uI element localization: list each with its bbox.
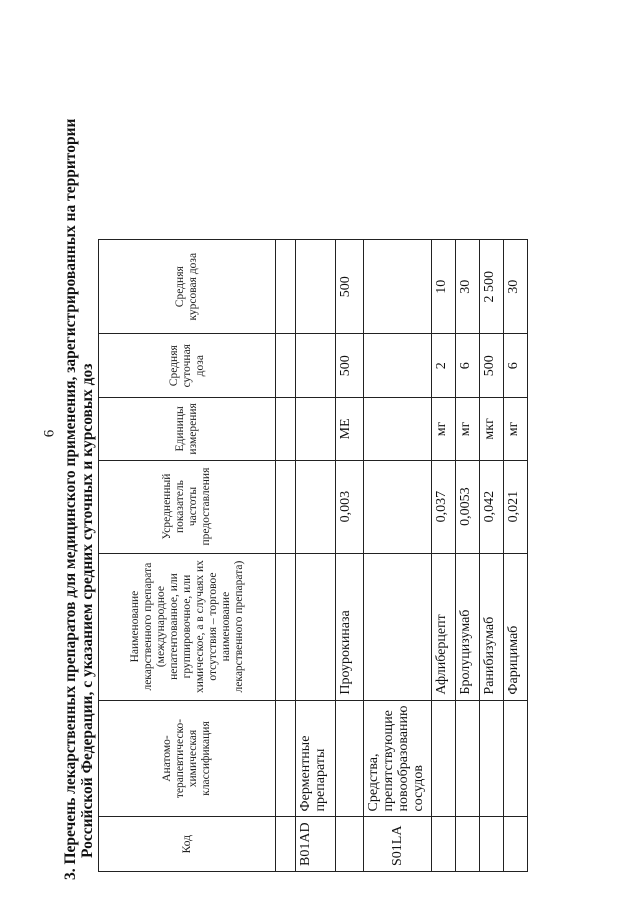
- drug-row: [336, 240, 364, 872]
- heading-line-2: Российской Федерации, с указанием средних суточных и курсовых доз: [79, 363, 96, 858]
- heading-line-1: Перечень лекарственных препаратов для медицинского применения, зарегистрированных на территории: [62, 118, 79, 865]
- cell-atc: Средства, препятствующие новообразованию сосудов: [364, 700, 432, 817]
- cell-atc: Ферментные препараты: [296, 700, 336, 817]
- cell-frequency: 0,0053: [456, 460, 480, 553]
- section-heading: [62, 20, 96, 880]
- drug-row: [480, 240, 504, 872]
- section-number: 3.: [62, 868, 79, 880]
- table-header-row: [99, 240, 276, 872]
- cell-course-dose: 30: [504, 240, 528, 334]
- header-code: Код: [99, 817, 276, 872]
- header-daily-dose: Средняя суточная доза: [99, 334, 276, 398]
- cell-drug-name: Ранибизумаб: [480, 553, 504, 700]
- cell-daily-dose: 2: [432, 334, 456, 398]
- cell-daily-dose: 500: [336, 334, 364, 398]
- drug-row: [432, 240, 456, 872]
- cell-unit: мг: [504, 398, 528, 460]
- cell-frequency: 0,042: [480, 460, 504, 553]
- cell-frequency: 0,003: [336, 460, 364, 553]
- cell-frequency: 0,021: [504, 460, 528, 553]
- cell-frequency: 0,037: [432, 460, 456, 553]
- cell-course-dose: 30: [456, 240, 480, 334]
- cell-daily-dose: 6: [504, 334, 528, 398]
- cell-unit: МЕ: [336, 398, 364, 460]
- cell-drug-name: Бролуцизумаб: [456, 553, 480, 700]
- rotated-sheet: [60, 0, 600, 900]
- cell-daily-dose: 6: [456, 334, 480, 398]
- cell-code: S01LA: [364, 817, 432, 872]
- header-atc: Анатомо-терапевтическо-химическая классификация: [99, 700, 276, 817]
- page-number: 6: [41, 429, 58, 438]
- group-row-s01la: [364, 240, 432, 872]
- cell-course-dose: 10: [432, 240, 456, 334]
- cell-drug-name: Афлиберцепт: [432, 553, 456, 700]
- drug-table: [98, 239, 528, 872]
- header-course-dose: Средняя курсовая доза: [99, 240, 276, 334]
- cell-code: B01AD: [296, 817, 336, 872]
- cell-drug-name: Проурокиназа: [336, 553, 364, 700]
- blank-row: [276, 240, 296, 872]
- cell-drug-name: Фарицимаб: [504, 553, 528, 700]
- cell-course-dose: 500: [336, 240, 364, 334]
- header-frequency: Усредненный показатель частоты предоставления: [99, 460, 276, 553]
- drug-row: [504, 240, 528, 872]
- cell-unit: мг: [456, 398, 480, 460]
- cell-daily-dose: 500: [480, 334, 504, 398]
- header-unit: Единицы измерения: [99, 398, 276, 460]
- cell-unit: мг: [432, 398, 456, 460]
- cell-unit: мкг: [480, 398, 504, 460]
- drug-row: [456, 240, 480, 872]
- cell-course-dose: 2 500: [480, 240, 504, 334]
- header-name: Наименование лекарственного препарата (международное непатентованное, или группировочное, или химическое, а в случаях их отсутствия – торговое наименование лекарственного препарата): [99, 553, 276, 700]
- group-row-b01ad: [296, 240, 336, 872]
